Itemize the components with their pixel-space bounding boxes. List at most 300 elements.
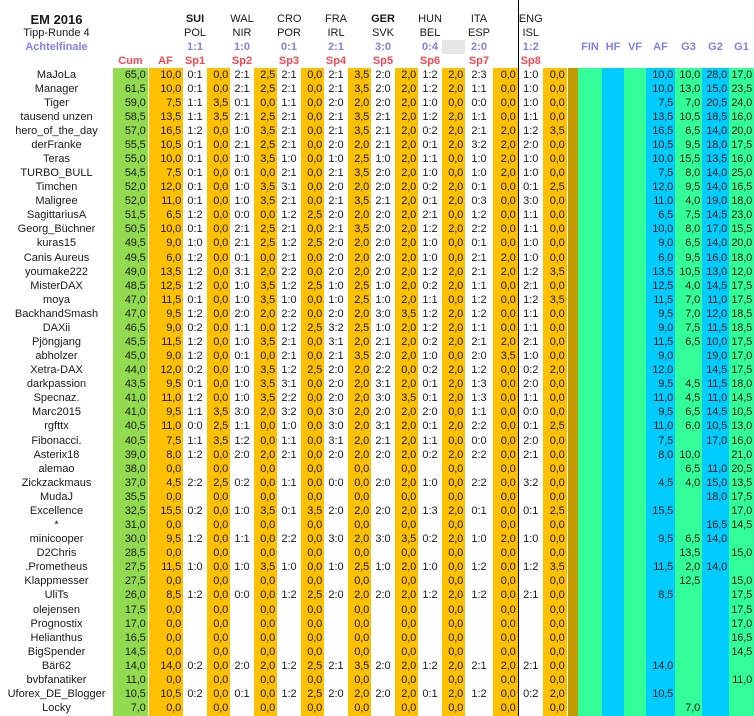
af-points-cell[interactable]: 10,5 xyxy=(148,687,183,701)
fin-cell[interactable] xyxy=(578,124,602,138)
points-cell[interactable]: 2,5 xyxy=(348,321,371,335)
af-final-cell[interactable]: 8,5 xyxy=(646,589,675,603)
tip-cell[interactable] xyxy=(183,603,207,617)
tip-cell[interactable]: 0:2 xyxy=(422,448,438,461)
tip-cell[interactable]: 2:1 xyxy=(281,110,297,123)
player-name-cell[interactable]: SagittariusA xyxy=(26,209,87,222)
points-cell[interactable]: 2,0 xyxy=(348,392,371,406)
af-points-cell[interactable]: 0,0 xyxy=(148,603,183,617)
points-cell[interactable]: 0,0 xyxy=(301,645,324,659)
points-cell[interactable]: 0,0 xyxy=(442,476,465,490)
g1-cell[interactable]: 10,5 xyxy=(729,406,754,420)
vf-cell[interactable] xyxy=(624,490,646,504)
points-cell[interactable]: 0,0 xyxy=(207,547,230,561)
cum-cell[interactable]: 41,0 xyxy=(113,392,148,406)
points-cell[interactable]: 2,0 xyxy=(395,350,418,364)
points-cell[interactable]: 0,0 xyxy=(543,434,567,448)
points-cell[interactable]: 2,5 xyxy=(301,279,324,293)
points-cell[interactable]: 2,0 xyxy=(348,420,371,434)
tip-cell[interactable]: 1:0 xyxy=(518,152,543,166)
tip-cell[interactable] xyxy=(518,547,543,561)
vf-cell[interactable] xyxy=(624,335,646,349)
points-cell[interactable]: 0,0 xyxy=(301,547,324,561)
tip-cell[interactable] xyxy=(371,631,395,645)
tip-cell[interactable]: 1:1 xyxy=(187,110,203,123)
hf-cell[interactable] xyxy=(602,223,624,237)
hf-cell[interactable] xyxy=(602,490,624,504)
hf-cell[interactable] xyxy=(602,152,624,166)
hf-cell[interactable] xyxy=(602,533,624,547)
cum-cell[interactable]: 30,0 xyxy=(113,533,148,547)
tip-cell[interactable]: 0:2 xyxy=(187,504,203,517)
tip-cell[interactable]: 0:1 xyxy=(234,251,250,264)
points-cell[interactable]: 0,0 xyxy=(543,378,567,392)
player-name-cell[interactable]: UliTs xyxy=(44,589,69,602)
tip-cell[interactable]: 0:0 xyxy=(328,476,344,489)
tip-cell[interactable]: 1:0 xyxy=(234,364,250,377)
player-name-cell[interactable]: Georg_Büchner xyxy=(17,223,96,236)
points-cell[interactable]: 2,5 xyxy=(543,181,567,195)
points-cell[interactable]: 3,5 xyxy=(543,124,567,138)
player-name-cell[interactable]: DAXii xyxy=(42,321,71,334)
tip-cell[interactable]: 0:1 xyxy=(422,195,438,208)
g3-cell[interactable]: 7,5 xyxy=(675,209,702,223)
points-cell[interactable]: 0,0 xyxy=(543,702,567,716)
tip-cell[interactable] xyxy=(518,519,543,533)
hf-cell[interactable] xyxy=(602,321,624,335)
tip-cell[interactable]: 0:1 xyxy=(187,181,203,194)
tip-cell[interactable]: 0:1 xyxy=(187,223,203,236)
tip-cell[interactable]: 2:0 xyxy=(328,687,344,700)
tip-cell[interactable]: 1:2 xyxy=(234,434,250,447)
tip-cell[interactable]: 1:0 xyxy=(422,476,438,489)
af-points-cell[interactable]: 12,5 xyxy=(148,279,183,293)
tip-cell[interactable]: 2:1 xyxy=(281,82,297,95)
af-points-cell[interactable]: 9,5 xyxy=(148,406,183,420)
tip-cell[interactable]: 2:0 xyxy=(328,96,344,109)
cum-cell[interactable]: 52,0 xyxy=(113,195,148,209)
af-points-cell[interactable]: 10,5 xyxy=(148,138,183,152)
vf-cell[interactable] xyxy=(624,420,646,434)
vf-cell[interactable] xyxy=(624,589,646,603)
points-cell[interactable]: 0,0 xyxy=(301,265,324,279)
points-cell[interactable]: 0,0 xyxy=(301,434,324,448)
points-cell[interactable]: 0,0 xyxy=(543,82,567,96)
separator-cell[interactable] xyxy=(567,533,578,547)
points-cell[interactable]: 0,0 xyxy=(543,350,567,364)
g1-cell[interactable]: 18,0 xyxy=(729,195,754,209)
player-name-cell[interactable]: kuras15 xyxy=(36,237,77,250)
g3-cell[interactable] xyxy=(675,631,702,645)
tip-cell[interactable]: 1:0 xyxy=(328,153,344,165)
g2-cell[interactable] xyxy=(702,673,729,687)
tip-cell[interactable]: 2:1 xyxy=(234,223,250,236)
points-cell[interactable]: 0,0 xyxy=(207,645,230,659)
points-cell[interactable]: 2,0 xyxy=(395,82,418,96)
tip-cell[interactable]: 0:1 xyxy=(422,687,438,700)
g2-cell[interactable] xyxy=(702,645,729,659)
points-cell[interactable]: 2,0 xyxy=(395,279,418,293)
cum-cell[interactable]: 55,0 xyxy=(113,152,148,166)
tip-cell[interactable]: 0:2 xyxy=(187,659,203,672)
points-cell[interactable]: 3,5 xyxy=(254,392,277,406)
tip-cell[interactable]: 2:1 xyxy=(375,110,391,123)
points-cell[interactable]: 0,0 xyxy=(395,603,418,617)
points-cell[interactable]: 2,0 xyxy=(348,533,371,547)
g1-cell[interactable]: 20,0 xyxy=(729,237,754,251)
points-cell[interactable]: 0,0 xyxy=(207,251,230,265)
separator-cell[interactable] xyxy=(567,603,578,617)
cum-cell[interactable]: 58,5 xyxy=(113,110,148,124)
points-cell[interactable]: 0,0 xyxy=(348,702,371,716)
points-cell[interactable]: 0,0 xyxy=(442,209,465,223)
points-cell[interactable]: 3,5 xyxy=(207,96,230,110)
player-name-cell[interactable]: Specnaz. xyxy=(33,392,80,405)
vf-cell[interactable] xyxy=(624,195,646,209)
points-cell[interactable]: 2,0 xyxy=(348,96,371,110)
tip-cell[interactable]: 1:1 xyxy=(281,96,297,109)
tip-cell[interactable] xyxy=(418,617,442,631)
points-cell[interactable]: 2,0 xyxy=(395,476,418,490)
points-cell[interactable]: 0,0 xyxy=(301,490,324,504)
g1-cell[interactable] xyxy=(729,659,754,673)
tip-cell[interactable] xyxy=(230,631,254,645)
af-final-cell[interactable]: 9,0 xyxy=(646,237,675,251)
player-name-cell[interactable]: Uforex_DE_Blogger xyxy=(7,687,106,700)
points-cell[interactable]: 0,0 xyxy=(348,462,371,476)
cum-cell[interactable]: 28,5 xyxy=(113,547,148,561)
vf-cell[interactable] xyxy=(624,152,646,166)
player-name-cell[interactable]: Tiger xyxy=(44,96,69,109)
points-cell[interactable]: 3,5 xyxy=(348,195,371,209)
af-final-cell[interactable]: 10,5 xyxy=(646,687,675,701)
hf-cell[interactable] xyxy=(602,434,624,448)
fin-cell[interactable] xyxy=(578,96,602,110)
points-cell[interactable]: 2,0 xyxy=(348,181,371,195)
tip-cell[interactable]: 1:2 xyxy=(187,279,203,292)
cum-cell[interactable]: 31,0 xyxy=(113,519,148,533)
player-name-cell[interactable]: Asterix18 xyxy=(33,448,80,461)
points-cell[interactable]: 0,0 xyxy=(207,265,230,279)
hf-cell[interactable] xyxy=(602,603,624,617)
cum-cell[interactable]: 51,5 xyxy=(113,209,148,223)
tip-cell[interactable] xyxy=(371,645,395,659)
tip-cell[interactable]: 1:0 xyxy=(234,336,250,349)
separator-cell[interactable] xyxy=(567,476,578,490)
tip-cell[interactable]: 1:0 xyxy=(422,237,438,250)
hf-cell[interactable] xyxy=(602,702,624,716)
tip-cell[interactable]: 1:2 xyxy=(281,237,297,250)
tip-cell[interactable]: 1:1 xyxy=(518,307,543,321)
g1-cell[interactable]: 17,5 xyxy=(729,603,754,617)
vf-cell[interactable] xyxy=(624,659,646,673)
tip-cell[interactable]: 1:2 xyxy=(518,561,543,575)
points-cell[interactable]: 2,0 xyxy=(348,504,371,518)
vf-cell[interactable] xyxy=(624,68,646,82)
separator-cell[interactable] xyxy=(567,378,578,392)
tip-cell[interactable]: 2:1 xyxy=(281,68,297,81)
tip-cell[interactable] xyxy=(465,673,493,687)
g3-cell[interactable] xyxy=(675,603,702,617)
points-cell[interactable]: 0,0 xyxy=(493,504,518,518)
fin-cell[interactable] xyxy=(578,420,602,434)
tip-cell[interactable]: 0:2 xyxy=(422,533,438,546)
g2-cell[interactable] xyxy=(702,575,729,589)
points-cell[interactable]: 2,0 xyxy=(442,504,465,518)
g2-cell[interactable]: 14,0 xyxy=(702,124,729,138)
fin-cell[interactable] xyxy=(578,181,602,195)
tip-cell[interactable] xyxy=(277,462,301,476)
points-cell[interactable]: 2,5 xyxy=(348,561,371,575)
g3-cell[interactable] xyxy=(675,645,702,659)
points-cell[interactable]: 0,0 xyxy=(207,392,230,406)
player-name-cell[interactable]: .Prometheus xyxy=(25,561,88,574)
tip-cell[interactable]: 1:2 xyxy=(471,293,487,306)
g2-cell[interactable]: 11,5 xyxy=(702,321,729,335)
points-cell[interactable]: 0,0 xyxy=(207,209,230,223)
tip-cell[interactable]: 2:1 xyxy=(328,82,344,95)
g2-cell[interactable]: 10,0 xyxy=(702,335,729,349)
g3-cell[interactable]: 10,0 xyxy=(675,448,702,462)
fin-cell[interactable] xyxy=(578,279,602,293)
points-cell[interactable]: 2,0 xyxy=(493,335,518,349)
tip-cell[interactable]: 0:3 xyxy=(471,195,487,208)
points-cell[interactable]: 0,0 xyxy=(543,152,567,166)
points-cell[interactable]: 3,5 xyxy=(543,293,567,307)
g1-cell[interactable]: 20,5 xyxy=(729,462,754,476)
points-cell[interactable]: 0,0 xyxy=(348,575,371,589)
tip-cell[interactable] xyxy=(465,462,493,476)
tip-cell[interactable]: 3:1 xyxy=(234,265,250,278)
tip-cell[interactable]: 1:2 xyxy=(471,307,487,320)
vf-cell[interactable] xyxy=(624,110,646,124)
fin-cell[interactable] xyxy=(578,687,602,701)
g3-cell[interactable]: 4,5 xyxy=(675,392,702,406)
player-name-cell[interactable]: bvbfanatiker xyxy=(26,673,87,686)
tip-cell[interactable]: 0:1 xyxy=(234,96,250,109)
tip-cell[interactable] xyxy=(418,490,442,504)
separator-cell[interactable] xyxy=(567,167,578,181)
points-cell[interactable]: 0,0 xyxy=(493,519,518,533)
tip-cell[interactable]: 2:2 xyxy=(281,533,297,546)
cum-cell[interactable]: 45,0 xyxy=(113,350,148,364)
points-cell[interactable]: 2,0 xyxy=(254,307,277,321)
points-cell[interactable]: 0,0 xyxy=(493,406,518,420)
g2-cell[interactable] xyxy=(702,617,729,631)
g2-cell[interactable]: 18,5 xyxy=(702,110,729,124)
points-cell[interactable]: 2,0 xyxy=(348,364,371,378)
hf-cell[interactable] xyxy=(602,631,624,645)
g3-cell[interactable]: 6,5 xyxy=(675,237,702,251)
points-cell[interactable]: 2,0 xyxy=(442,124,465,138)
separator-cell[interactable] xyxy=(567,223,578,237)
fin-cell[interactable] xyxy=(578,476,602,490)
tip-cell[interactable] xyxy=(518,575,543,589)
g2-cell[interactable]: 16,5 xyxy=(702,519,729,533)
af-points-cell[interactable]: 4,5 xyxy=(148,476,183,490)
tip-cell[interactable]: 1:0 xyxy=(375,153,391,165)
g3-cell[interactable]: 7,0 xyxy=(675,293,702,307)
tip-cell[interactable] xyxy=(371,575,395,589)
vf-cell[interactable] xyxy=(624,476,646,490)
tip-cell[interactable]: 1:1 xyxy=(234,533,250,546)
points-cell[interactable]: 0,0 xyxy=(493,547,518,561)
separator-cell[interactable] xyxy=(567,462,578,476)
points-cell[interactable]: 2,0 xyxy=(493,251,518,265)
fin-cell[interactable] xyxy=(578,167,602,181)
tip-cell[interactable] xyxy=(418,631,442,645)
tip-cell[interactable]: 1:2 xyxy=(422,68,438,81)
tip-cell[interactable] xyxy=(418,603,442,617)
af-final-cell[interactable]: 10,0 xyxy=(646,82,675,96)
points-cell[interactable]: 0,0 xyxy=(395,364,418,378)
vf-cell[interactable] xyxy=(624,617,646,631)
tip-cell[interactable] xyxy=(324,519,348,533)
points-cell[interactable]: 0,0 xyxy=(395,702,418,716)
tip-cell[interactable]: 1:0 xyxy=(471,167,487,180)
points-cell[interactable]: 0,0 xyxy=(543,547,567,561)
vf-cell[interactable] xyxy=(624,138,646,152)
af-points-cell[interactable]: 7,5 xyxy=(148,96,183,110)
hf-cell[interactable] xyxy=(602,350,624,364)
points-cell[interactable]: 0,0 xyxy=(207,533,230,547)
g3-cell[interactable]: 6,5 xyxy=(675,335,702,349)
points-cell[interactable]: 0,0 xyxy=(543,476,567,490)
fin-cell[interactable] xyxy=(578,519,602,533)
points-cell[interactable]: 0,0 xyxy=(348,519,371,533)
g3-cell[interactable]: 6,5 xyxy=(675,533,702,547)
cum-cell[interactable]: 55,5 xyxy=(113,138,148,152)
af-final-cell[interactable] xyxy=(646,617,675,631)
points-cell[interactable]: 0,0 xyxy=(493,462,518,476)
points-cell[interactable]: 0,0 xyxy=(442,673,465,687)
tip-cell[interactable]: 1:2 xyxy=(187,124,203,137)
points-cell[interactable]: 2,0 xyxy=(442,533,465,547)
points-cell[interactable]: 0,0 xyxy=(348,673,371,687)
af-final-cell[interactable]: 10,0 xyxy=(646,68,675,82)
cum-cell[interactable]: 27,5 xyxy=(113,561,148,575)
points-cell[interactable]: 0,0 xyxy=(543,490,567,504)
tip-cell[interactable]: 1:2 xyxy=(422,82,438,95)
points-cell[interactable]: 3,5 xyxy=(348,350,371,364)
vf-cell[interactable] xyxy=(624,307,646,321)
points-cell[interactable]: 0,0 xyxy=(493,195,518,209)
tip-cell[interactable]: 3:0 xyxy=(328,406,344,419)
fin-cell[interactable] xyxy=(578,448,602,462)
tip-cell[interactable]: 2:1 xyxy=(328,68,344,81)
points-cell[interactable]: 0,0 xyxy=(301,307,324,321)
points-cell[interactable]: 0,0 xyxy=(395,645,418,659)
tip-cell[interactable]: 1:0 xyxy=(375,321,391,334)
tip-cell[interactable] xyxy=(183,490,207,504)
points-cell[interactable]: 0,0 xyxy=(543,209,567,223)
g3-cell[interactable]: 10,0 xyxy=(675,68,702,82)
points-cell[interactable]: 0,0 xyxy=(442,490,465,504)
points-cell[interactable]: 0,0 xyxy=(207,152,230,166)
points-cell[interactable]: 2,0 xyxy=(348,378,371,392)
points-cell[interactable]: 0,0 xyxy=(493,603,518,617)
tip-cell[interactable]: 0:2 xyxy=(187,687,203,700)
af-points-cell[interactable]: 10,0 xyxy=(148,82,183,96)
tip-cell[interactable] xyxy=(277,631,301,645)
tip-cell[interactable]: 0:1 xyxy=(518,420,543,434)
tip-cell[interactable]: 1:2 xyxy=(422,223,438,236)
g2-cell[interactable]: 11,0 xyxy=(702,293,729,307)
g2-cell[interactable]: 14,5 xyxy=(702,406,729,420)
af-points-cell[interactable]: 12,0 xyxy=(148,364,183,378)
af-final-cell[interactable]: 9,5 xyxy=(646,406,675,420)
points-cell[interactable]: 0,0 xyxy=(254,420,277,434)
tip-cell[interactable] xyxy=(277,673,301,687)
tip-cell[interactable] xyxy=(183,631,207,645)
g1-cell[interactable]: 13,0 xyxy=(729,420,754,434)
g1-cell[interactable] xyxy=(729,561,754,575)
tip-cell[interactable]: 2:0 xyxy=(328,364,344,377)
player-name-cell[interactable]: derFranke xyxy=(31,138,82,151)
points-cell[interactable]: 2,5 xyxy=(254,68,277,82)
g1-cell[interactable]: 12,0 xyxy=(729,265,754,279)
g2-cell[interactable]: 14,0 xyxy=(702,237,729,251)
tip-cell[interactable]: 3:2 xyxy=(518,476,543,490)
tip-cell[interactable]: 0:1 xyxy=(234,350,250,363)
points-cell[interactable]: 0,0 xyxy=(442,350,465,364)
points-cell[interactable]: 2,0 xyxy=(395,68,418,82)
points-cell[interactable]: 2,0 xyxy=(348,589,371,603)
af-final-cell[interactable] xyxy=(646,519,675,533)
points-cell[interactable]: 0,0 xyxy=(543,223,567,237)
points-cell[interactable]: 0,0 xyxy=(207,617,230,631)
af-final-cell[interactable]: 11,0 xyxy=(646,195,675,209)
tip-cell[interactable]: 2:0 xyxy=(375,167,391,180)
vf-cell[interactable] xyxy=(624,293,646,307)
points-cell[interactable]: 3,5 xyxy=(395,392,418,406)
af-final-cell[interactable]: 8,0 xyxy=(646,448,675,462)
points-cell[interactable]: 0,0 xyxy=(493,687,518,701)
cum-cell[interactable]: 46,5 xyxy=(113,321,148,335)
fin-cell[interactable] xyxy=(578,237,602,251)
vf-cell[interactable] xyxy=(624,645,646,659)
points-cell[interactable]: 2,0 xyxy=(395,124,418,138)
points-cell[interactable]: 0,0 xyxy=(543,195,567,209)
points-cell[interactable]: 2,5 xyxy=(207,476,230,490)
points-cell[interactable]: 0,0 xyxy=(207,82,230,96)
separator-cell[interactable] xyxy=(567,96,578,110)
points-cell[interactable]: 0,0 xyxy=(254,434,277,448)
points-cell[interactable]: 0,0 xyxy=(207,195,230,209)
g3-cell[interactable] xyxy=(675,673,702,687)
af-points-cell[interactable]: 0,0 xyxy=(148,519,183,533)
points-cell[interactable]: 2,0 xyxy=(395,237,418,251)
cum-cell[interactable]: 49,0 xyxy=(113,265,148,279)
points-cell[interactable]: 0,0 xyxy=(543,406,567,420)
tip-cell[interactable]: 2:0 xyxy=(328,378,344,391)
hf-cell[interactable] xyxy=(602,138,624,152)
points-cell[interactable]: 0,0 xyxy=(442,293,465,307)
tip-cell[interactable]: 2:2 xyxy=(281,392,297,405)
tip-cell[interactable]: 0:2 xyxy=(234,476,250,489)
tip-cell[interactable]: 0:0 xyxy=(234,209,250,222)
g3-cell[interactable]: 15,5 xyxy=(675,152,702,166)
hf-cell[interactable] xyxy=(602,68,624,82)
g2-cell[interactable]: 14,0 xyxy=(702,533,729,547)
g2-cell[interactable] xyxy=(702,687,729,701)
tip-cell[interactable]: 1:0 xyxy=(281,561,297,574)
points-cell[interactable]: 3,5 xyxy=(254,561,277,575)
points-cell[interactable]: 0,0 xyxy=(543,392,567,406)
g2-cell[interactable] xyxy=(702,589,729,603)
player-name-cell[interactable]: youmake222 xyxy=(25,265,88,278)
points-cell[interactable]: 0,0 xyxy=(254,547,277,561)
